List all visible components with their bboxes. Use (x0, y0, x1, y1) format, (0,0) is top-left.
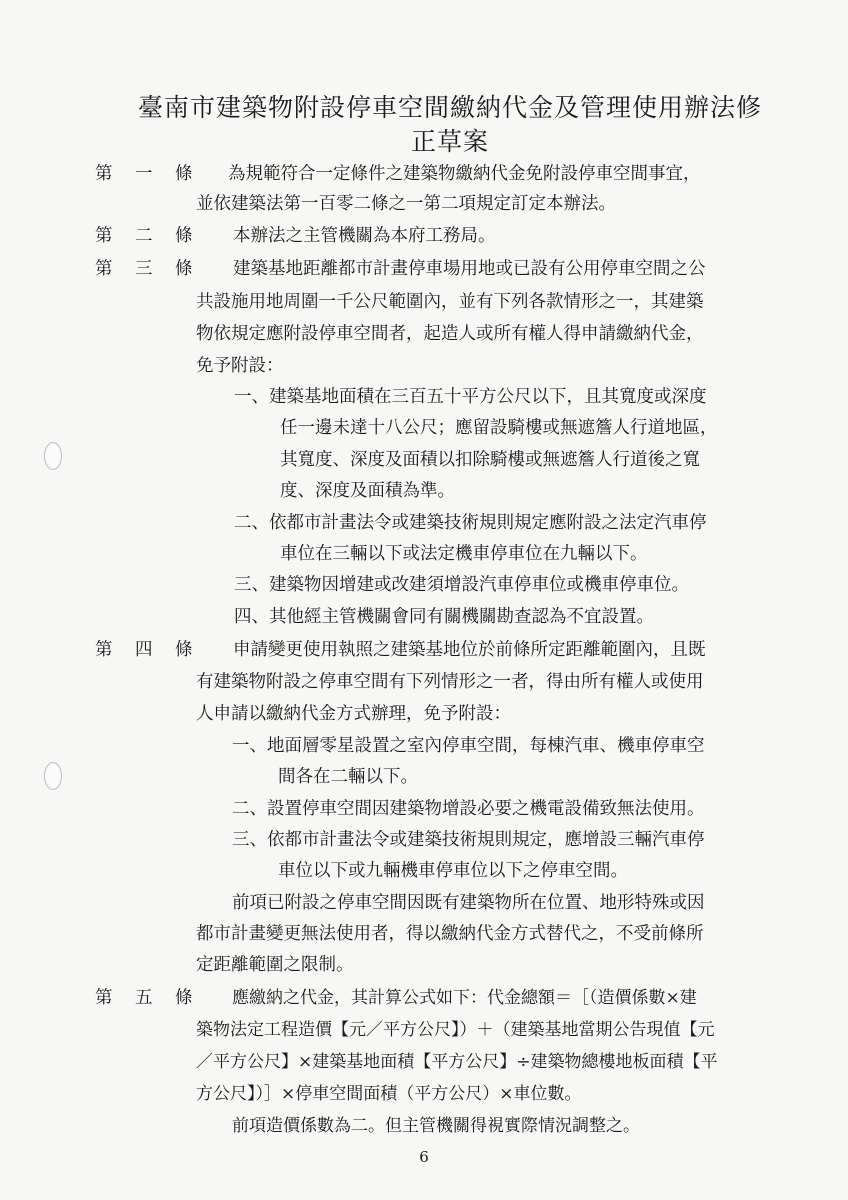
article-5-line: 方公尺】）］×停車空間面積（平方公尺）×車位數。 (196, 1084, 582, 1104)
article-3-item: 四、其他經主管機關會同有關機關勘查認為不宜設置。 (234, 607, 654, 627)
article-3-label: 第 三 條 (95, 259, 193, 279)
article-1-label: 第 一 條 (95, 164, 193, 184)
article-4-paragraph: 前項已附設之停車空間因既有建築物所在位置、地形特殊或因 (232, 893, 705, 913)
article-3-item: 其寬度、深度及面積以扣除騎樓或無遮簷人行道後之寬 (280, 450, 700, 470)
article-3-line: 建築基地距離都市計畫停車場用地或已設有公用停車空間之公 (233, 259, 706, 279)
article-1-line: 為規範符合一定條件之建築物繳納代金免附設停車空間事宜， (228, 164, 701, 184)
article-3-item: 任一邊未達十八公尺；應留設騎樓或無遮簷人行道地區， (280, 418, 718, 438)
punch-hole (44, 442, 62, 470)
page-number: 6 (419, 1148, 429, 1166)
article-3-item: 三、建築物因增建或改建須增設汽車停車位或機車停車位。 (234, 575, 689, 595)
article-2-label: 第 二 條 (95, 226, 193, 246)
article-5-paragraph: 前項造價係數為二。但主管機關得視實際情況調整之。 (232, 1116, 640, 1136)
article-2-line: 本辦法之主管機關為本府工務局。 (233, 226, 496, 246)
article-4-paragraph: 定距離範圍之限制。 (196, 955, 354, 975)
article-5-line: 應繳納之代金，其計算公式如下：代金總額＝［（造價係數×建 (232, 988, 697, 1008)
article-3-item: 度、深度及面積為準。 (280, 481, 455, 501)
article-4-item: 一、地面層零星設置之室內停車空間，每棟汽車、機車停車空 (232, 736, 705, 756)
article-4-line: 有建築物附設之停車空間有下列情形之一者，得由所有權人或使用 (196, 672, 704, 692)
article-3-item: 二、依都市計畫法令或建築技術規則規定應附設之法定汽車停 (234, 513, 707, 533)
article-5-line: ／平方公尺】×建築基地面積【平方公尺】÷建築物總樓地板面積【平 (196, 1052, 718, 1072)
article-3-line: 物依規定應附設停車空間者，起造人或所有權人得申請繳納代金， (196, 324, 704, 344)
article-4-line: 申請變更使用執照之建築基地位於前條所定距離範圍內，且既 (233, 640, 706, 660)
article-3-line: 免予附設： (196, 356, 284, 376)
article-3-line: 共設施用地周圍一千公尺範圍內，並有下列各款情形之一，其建築 (196, 292, 704, 312)
article-4-item: 三、依都市計畫法令或建築技術規則規定，應增設三輛汽車停 (232, 830, 705, 850)
article-5-label: 第 五 條 (95, 988, 193, 1008)
article-4-line: 人申請以繳納代金方式辦理，免予附設： (196, 704, 511, 724)
article-4-item: 二、設置停車空間因建築物增設必要之機電設備致無法使用。 (232, 799, 705, 819)
article-3-item: 車位在三輛以下或法定機車停車位在九輛以下。 (280, 544, 648, 564)
article-4-item: 間各在二輛以下。 (278, 767, 418, 787)
article-5-line: 築物法定工程造價【元／平方公尺】）＋（建築基地當期公告現值【元 (196, 1020, 715, 1040)
document-title: 臺南市建築物附設停車空間繳納代金及管理使用辦法修 (137, 93, 762, 122)
article-1-line: 並依建築法第一百零二條之一第二項規定訂定本辦法。 (196, 194, 616, 214)
article-4-item: 車位以下或九輛機車停車位以下之停車空間。 (278, 861, 628, 881)
punch-hole (44, 762, 62, 790)
article-4-label: 第 四 條 (95, 640, 193, 660)
document-title-continued: 正草案 (410, 127, 489, 156)
article-3-item: 一、建築基地面積在三百五十平方公尺以下，且其寬度或深度 (234, 387, 707, 407)
article-4-paragraph: 都市計畫變更無法使用者，得以繳納代金方式替代之，不受前條所 (196, 924, 704, 944)
